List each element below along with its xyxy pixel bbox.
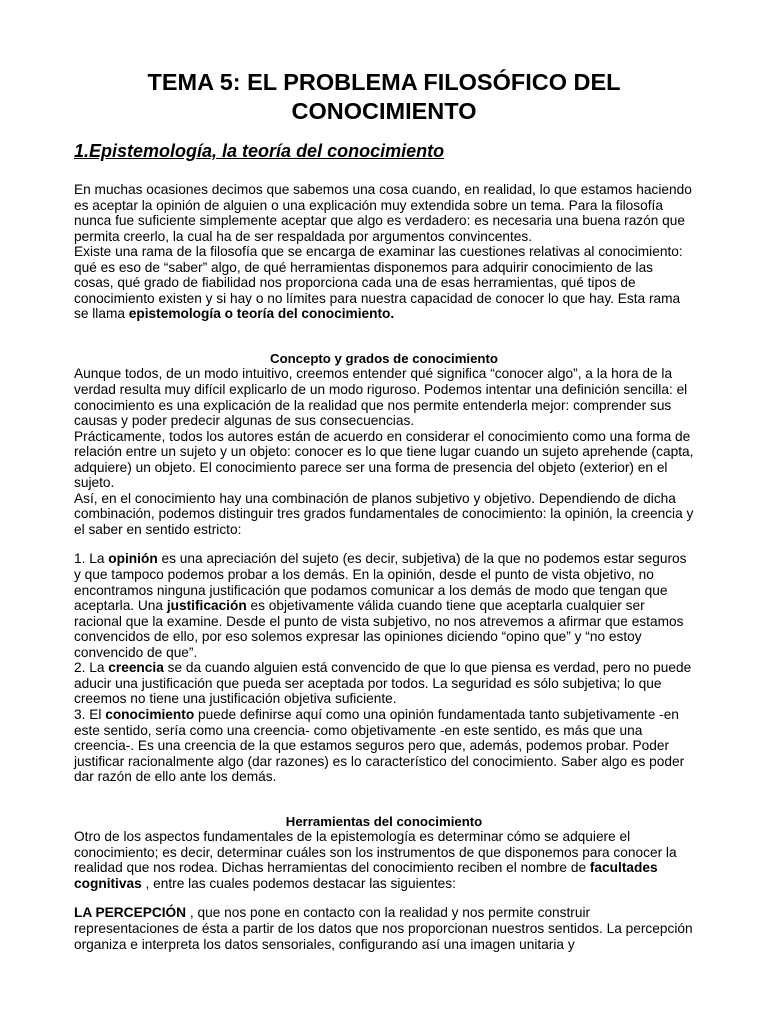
list-item-opinion: 1. La opinión es una apreciación del sujeto (es decir, subjetiva) de la que no podemos estar seguros y que tampoco podemos probar a los demás. En la opinión, desde el punto de vista objetivo, no encontramos ninguna justificación que podamos comunicar a los demás de modo que tengan que aceptarla. Una justificación es objetivamente válida cuando tiene que aceptarla cualquier ser racional que la examine. Desde el punto de vista subjetivo, no nos atrevemos a afirmar que estamos convencidos de ello, por eso solemos expresar las opiniones diciendo “opino que” y “no estoy convencido de que”.: [74, 551, 687, 660]
subheading-herramientas: Herramientas del conocimiento: [285, 813, 483, 829]
document-page: [74, 68, 694, 952]
paragraph: Existe una rama de la filosofía que se encarga de examinar las cuestiones relativas al conocimiento: qué es eso de “saber” algo, de qué herramientas disponemos para adquirir conocimiento de las cosas, qué grado de fiabilidad nos proporciona cada una de esas herramientas, qué tipos de conocimiento existen y si hay o no límites para nuestra capacidad de conocer lo que hay. Esta rama se llama epistemología o teoría del conocimiento.: [74, 244, 683, 322]
list-item-conocimiento: 3. El conocimiento puede definirse aquí como una opinión fundamentada tanto subjetivamente -en este sentido, sería como una creencia- como objetivamente -en este sentido, es más que una creencia-. Es una creencia de la que estamos seguros pero que, además, podemos probar. Poder justificar racionalmente algo (dar razones) es lo característico del conocimiento. Saber algo es poder dar razón de ello ante los demás.: [74, 706, 685, 785]
paragraph: Aunque todos, de un modo intuitivo, creemos entender qué significa “conocer algo”, a la hora de la verdad resulta muy difícil explicarlo de un modo riguroso. Podemos intentar una definición sencilla: el conocimiento es una explicación de la realidad que nos permite entenderla mejor: comprender sus causas y poder predecir algunas de sus consecuencias.: [74, 366, 688, 429]
document-title: TEMA 5: EL PROBLEMA FILOSÓFICO DEL CONOCIMIENTO: [147, 69, 621, 124]
list-item-creencia: 2. La creencia se da cuando alguien está convencido de que lo que piensa es verdad, pero no puede aducir una justificación que pueda ser aceptada por todos. La seguridad es sólo subjetiva; lo que creemos no tiene una justificación objetiva suficiente.: [74, 660, 692, 707]
paragraph-percepcion: LA PERCEPCIÓN , que nos pone en contacto con la realidad y nos permite construir representaciones de ésta a partir de los datos que nos proporcionan nuestros sentidos. La percepción organiza e interpreta los datos sensoriales, configurando así una imagen unitaria y: [74, 905, 693, 952]
paragraph: Así, en el conocimiento hay una combinación de planos subjetivo y objetivo. Dependiendo de dicha combinación, podemos distinguir tres grados fundamentales de conocimiento: la opinión, la creencia y el saber en sentido estricto:: [74, 490, 694, 537]
paragraph: Otro de los aspectos fundamentales de la epistemología es determinar cómo se adquiere el conocimiento; es decir, determinar cuáles son los instrumentos de que disponemos para conocer la realidad que nos rodea. Dichas herramientas del conocimiento reciben el nombre de facultades cognitivas , entre las cuales podemos destacar las siguientes:: [74, 829, 677, 891]
paragraph: En muchas ocasiones decimos que sabemos una cosa cuando, en realidad, lo que estamos haciendo es aceptar la opinión de alguien o una explicación muy extendida sobre un tema. Para la filosofía nunca fue suficiente simplemente aceptar que algo es verdadero: es necesaria una buena razón que permita creerlo, la cual ha de ser respaldada por argumentos convincentes.: [74, 182, 692, 244]
paragraph: Prácticamente, todos los autores están de acuerdo en considerar el conocimiento como una forma de relación entre un sujeto y un objeto: conocer es lo que tiene lugar cuando un sujeto aprehende (capta, adquiere) un objeto. El conocimiento parece ser una forma de presencia del objeto (exterior) en el sujeto.: [74, 428, 694, 491]
subheading-concepto: Concepto y grados de conocimiento: [270, 350, 498, 366]
section-heading-epistemologia: 1.Epistemología, la teoría del conocimiento: [74, 141, 445, 161]
